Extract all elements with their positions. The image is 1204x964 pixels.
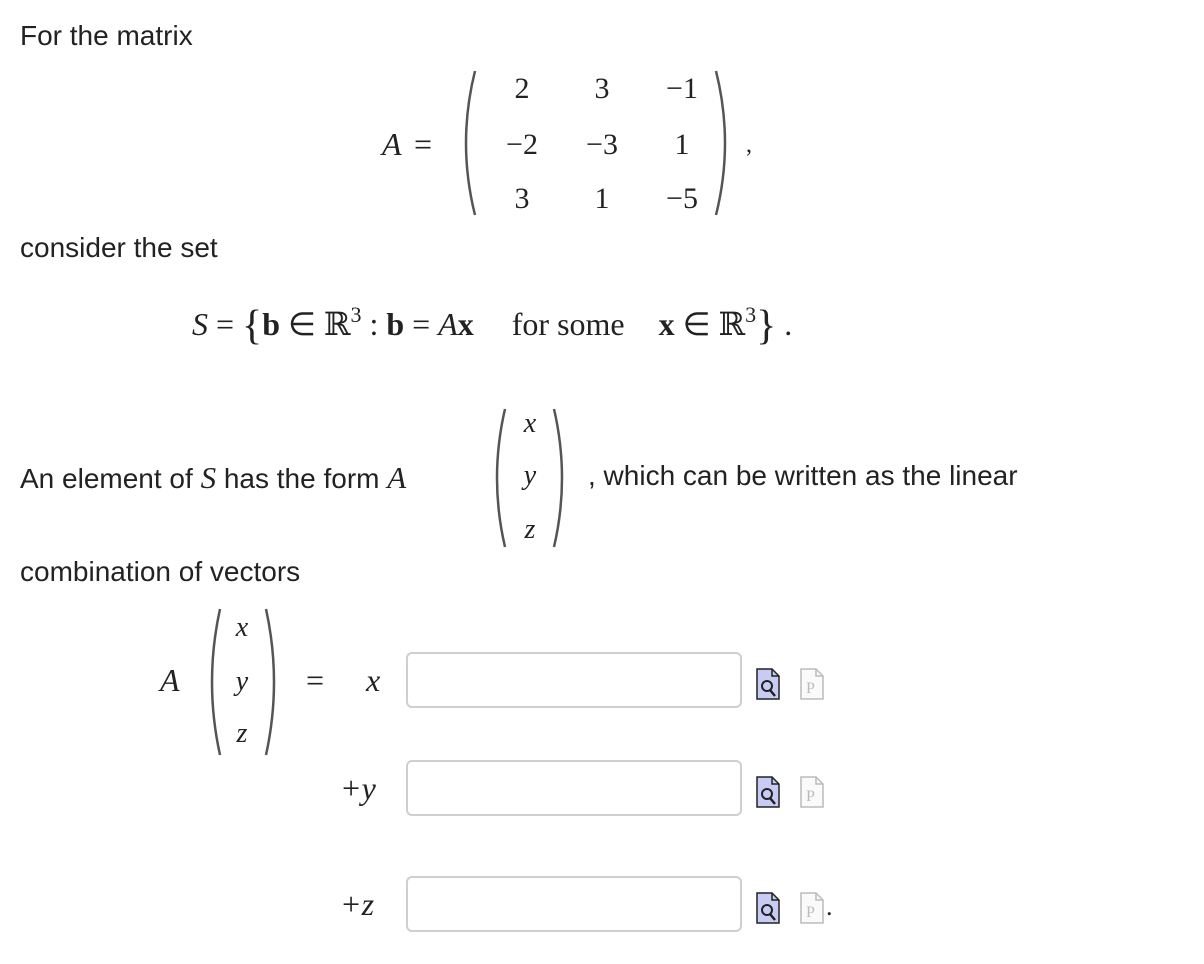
matrix-cell: 1 bbox=[674, 128, 690, 161]
matrix-comma: , bbox=[746, 132, 752, 158]
answer-input-y[interactable] bbox=[406, 760, 742, 816]
combination-text: combination of vectors bbox=[20, 556, 301, 587]
right-paren-vector bbox=[550, 406, 574, 550]
answer-input-x[interactable] bbox=[406, 652, 742, 708]
svg-text:P: P bbox=[806, 680, 815, 697]
set-R: ℝ bbox=[323, 305, 351, 343]
set-S: S bbox=[192, 306, 208, 342]
lower-equals: = bbox=[306, 662, 325, 698]
set-exp2: 3 bbox=[745, 302, 757, 327]
matrix-cell: −5 bbox=[666, 182, 698, 215]
left-brace: { bbox=[242, 303, 263, 349]
matrix-name: A bbox=[382, 126, 402, 162]
lower-vector-y: y bbox=[235, 666, 249, 697]
syntax-help-icon[interactable] bbox=[800, 776, 824, 808]
lower-vector-x: x bbox=[235, 612, 249, 643]
matrix-cell: 3 bbox=[514, 182, 530, 215]
matrix-cell: −2 bbox=[506, 128, 538, 161]
left-paren-matrix bbox=[453, 68, 481, 218]
element-form-text: An element of S has the form A bbox=[20, 460, 407, 495]
matrix-cell: 1 bbox=[594, 182, 610, 215]
matrix-cell: 3 bbox=[594, 72, 610, 105]
set-x: x bbox=[457, 306, 474, 342]
syntax-help-icon[interactable] bbox=[800, 668, 824, 700]
set-colon: : bbox=[369, 306, 379, 342]
vector-z: z bbox=[524, 514, 536, 545]
left-paren-lower bbox=[200, 606, 224, 758]
set-R2: ℝ bbox=[718, 305, 746, 343]
matrix-cell: −1 bbox=[666, 72, 698, 105]
matrix-cell: −3 bbox=[586, 128, 618, 161]
svg-text:P: P bbox=[806, 904, 815, 921]
set-x2: x bbox=[658, 306, 675, 342]
preview-icon[interactable] bbox=[756, 776, 780, 808]
lower-A: A bbox=[160, 662, 180, 698]
left-paren-vector bbox=[485, 406, 509, 550]
syntax-help-icon[interactable] bbox=[800, 892, 824, 924]
right-brace: } bbox=[756, 303, 777, 349]
coef-x: x bbox=[366, 662, 381, 698]
answer-input-z[interactable] bbox=[406, 876, 742, 932]
set-definition: S = {b ∈ ℝ$^3$ : b = Ax for some x ∈ ℝ$^3$} . bbox=[192, 302, 793, 349]
set-b2: b bbox=[386, 306, 405, 342]
equals-sign: = bbox=[414, 126, 433, 162]
coef-y: +y bbox=[340, 770, 376, 806]
svg-text:P: P bbox=[806, 788, 815, 805]
preview-icon[interactable] bbox=[756, 892, 780, 924]
which-linear-text: , which can be written as the linear bbox=[588, 460, 1018, 491]
right-paren-lower bbox=[262, 606, 286, 758]
set-for-some: for some bbox=[511, 306, 625, 342]
set-b: b bbox=[262, 306, 281, 342]
vector-x: x bbox=[523, 408, 537, 439]
set-A: A bbox=[438, 306, 458, 342]
intro-for-matrix: For the matrix bbox=[20, 20, 193, 51]
set-exp: 3 bbox=[350, 302, 362, 327]
intro-consider-set: consider the set bbox=[20, 232, 218, 263]
preview-icon[interactable] bbox=[756, 668, 780, 700]
coef-z: +z bbox=[340, 886, 375, 922]
matrix-cell: 2 bbox=[514, 72, 530, 105]
lower-vector-z: z bbox=[236, 718, 248, 749]
final-period: . bbox=[826, 892, 833, 921]
vector-y: y bbox=[523, 460, 537, 491]
right-paren-matrix bbox=[710, 68, 738, 218]
